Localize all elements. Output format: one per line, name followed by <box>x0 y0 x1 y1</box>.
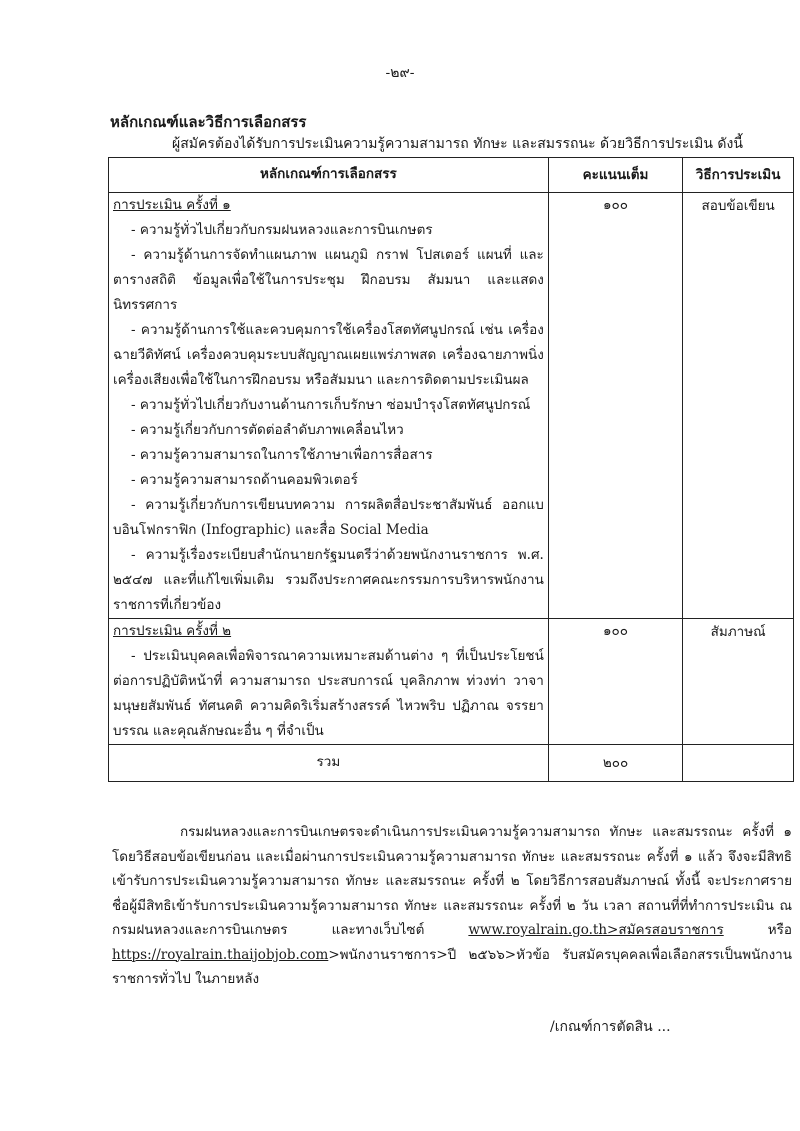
round1-item: - ความรู้เกี่ยวกับการตัดต่อลำดับภาพเคลื่อนไหว <box>131 422 404 438</box>
round2-item: - ประเมินบุคคลเพื่อพิจารณาความเหมาะสมด้านต่าง ๆ ที่เป็นประโยชน์ต่อการปฏิบัติหน้าที่ ความสามารถ ประสบการณ์ บุคลิกภาพ ท่วงท่า วาจา มนุษยสัมพันธ์ ทัศนคติ ความคิดริเริ่มสร้างสรรค์ ไหวพริบ ปฏิภาณ จรรยาบรรณ และคุณลักษณะอื่น ๆ ที่จำเป็น <box>113 648 544 739</box>
assessment-paragraph <box>112 820 792 992</box>
section-heading: หลักเกณฑ์และวิธีการเลือกสรร <box>110 113 307 131</box>
table-row-round1 <box>109 193 794 619</box>
header-criteria: หลักเกณฑ์การเลือกสรร <box>109 158 549 193</box>
paragraph-or: หรือ <box>723 922 792 938</box>
round2-method: สัมภาษณ์ <box>683 619 794 745</box>
round1-item: - ความรู้เรื่องระเบียบสำนักนายกรัฐมนตรีว่าด้วยพนักงานราชการ พ.ศ. ๒๕๔๗ และที่แก้ไขเพิ่มเติม รวมถึงประกาศคณะกรรมการบริหารพนักงานราชการที่เกี่ยวข้อง <box>113 547 544 613</box>
table-row-round2 <box>109 619 794 745</box>
continuation-note: /เกณฑ์การตัดสิน ... <box>550 1019 671 1035</box>
header-method: วิธีการประเมิน <box>683 158 794 193</box>
round1-item: - ความรู้ด้านการใช้และควบคุมการใช้เครื่องโสตทัศนูปกรณ์ เช่น เครื่องฉายวีดิทัศน์ เครื่องควบคุมระบบสัญญาณเผยแพร่ภาพสด เครื่องฉายภาพนิ่ง เครื่องเสียงเพื่อใช้ในการฝึกอบรม หรือสัมมนา และการติดตามประเมินผล <box>113 322 544 388</box>
round1-item: - ความรู้ความสามารถด้านคอมพิวเตอร์ <box>131 472 358 488</box>
paragraph-text: กรมฝนหลวงและการบินเกษตรจะดำเนินการประเมินความรู้ความสามารถ ทักษะ และสมรรถนะ ครั้งที่ ๑ โดยวิธีสอบข้อเขียนก่อน และเมื่อผ่านการประเมินความรู้ความสามารถ ทักษะ และสมรรถนะ ครั้งที่ ๑ แล้ว จึงจะมีสิทธิเข้ารับการประเมินความรู้ความสามารถ ทักษะ และสมรรถนะ ครั้งที่ ๒ โดยวิธีการสอบสัมภาษณ์ ทั้งนี้ จะประกาศรายชื่อผู้มีสิทธิเข้ารับการประเมินความรู้ความสามารถ ทักษะ และสมรรถนะ ครั้งที่ ๒ วัน เวลา สถานที่ที่ทำการประเมิน ณ กรมฝนหลวงและการบินเกษตร และทางเว็บไซต์ <box>112 824 792 938</box>
round1-item: - ความรู้เกี่ยวกับการเขียนบทความ การผลิตสื่อประชาสัมพันธ์ ออกแบบอินโฟกราฟิก (Infographic) และสื่อ Social Media <box>113 497 544 538</box>
criteria-table <box>108 157 794 782</box>
header-full-score: คะแนนเต็ม <box>548 158 682 193</box>
round1-item: - ความรู้ความสามารถในการใช้ภาษาเพื่อการสื่อสาร <box>131 447 433 463</box>
table-header-row <box>109 158 794 193</box>
round1-item: - ความรู้ด้านการจัดทำแผนภาพ แผนภูมิ กราฟ โปสเตอร์ แผนที่ และตารางสถิติ ข้อมูลเพื่อใช้ในการประชุม ฝึกอบรม สัมมนา และแสดงนิทรรศการ <box>113 247 544 313</box>
intro-text: ผู้สมัครต้องได้รับการประเมินความรู้ความสามารถ ทักษะ และสมรรถนะ ด้วยวิธีการประเมิน ดังนี้ <box>172 136 743 152</box>
round1-method: สอบข้อเขียน <box>683 193 794 619</box>
round1-criteria-cell <box>109 193 549 619</box>
table-row-total <box>109 745 794 782</box>
paragraph-text-end: >พนักงานราชการ>ปี ๒๕๖๖>หัวข้อ รับสมัครบุคคลเพื่อเลือกสรรเป็นพนักงานราชการทั่วไป ในภายหลัง <box>112 946 792 987</box>
round2-criteria-cell <box>109 619 549 745</box>
round1-item: - ความรู้ทั่วไปเกี่ยวกับงานด้านการเก็บรักษา ซ่อมบำรุงโสตทัศนูปกรณ์ <box>131 397 531 413</box>
round1-item: - ความรู้ทั่วไปเกี่ยวกับกรมฝนหลวงและการบินเกษตร <box>131 222 433 238</box>
website-link[interactable]: www.royalrain.go.th>สมัครสอบราชการ <box>468 922 724 938</box>
total-label: รวม <box>109 745 549 782</box>
jobsite-link[interactable]: https://royalrain.thaijobjob.com <box>112 946 329 963</box>
round2-score: ๑๐๐ <box>548 619 682 745</box>
round1-title: การประเมิน ครั้งที่ ๑ <box>113 197 231 213</box>
total-score: ๒๐๐ <box>548 745 682 782</box>
total-method-empty <box>683 745 794 782</box>
page-number: -๒๙- <box>385 65 415 81</box>
round2-title: การประเมิน ครั้งที่ ๒ <box>113 623 232 639</box>
round1-score: ๑๐๐ <box>548 193 682 619</box>
